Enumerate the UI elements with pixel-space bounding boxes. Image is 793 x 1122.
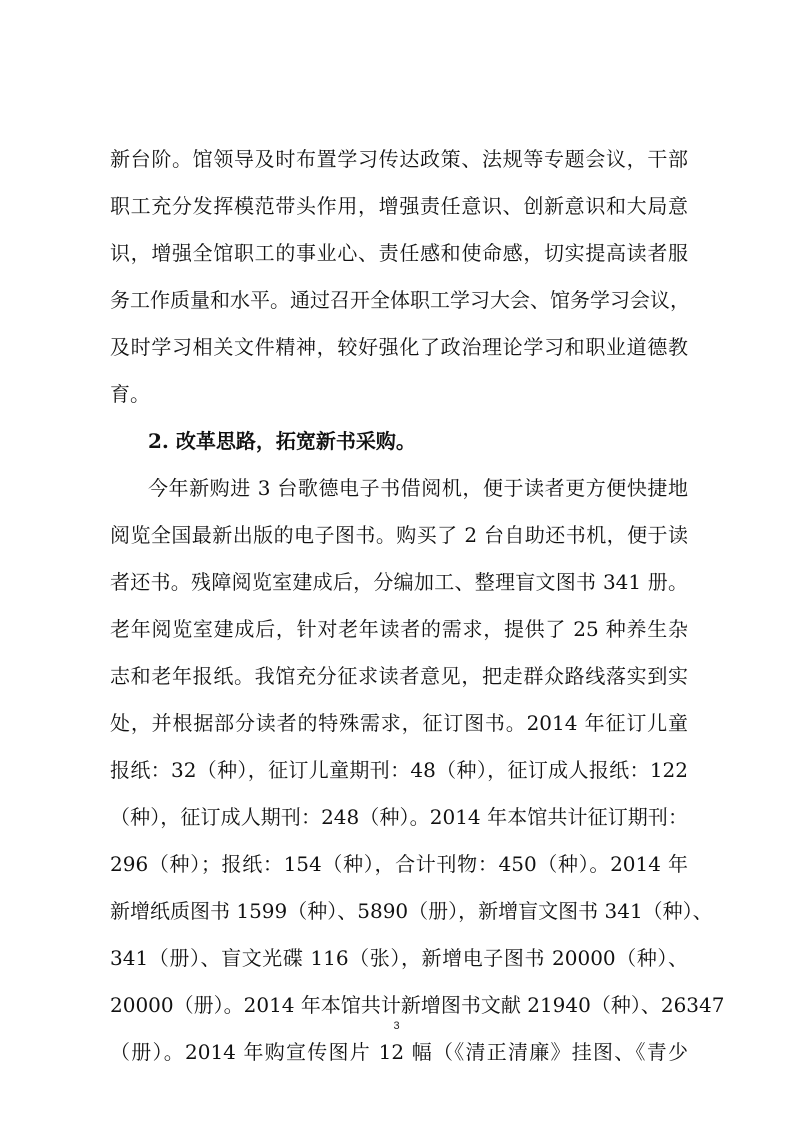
paragraph-line: 识，增强全馆职工的事业心、责任感和使命感，切实提高读者服	[110, 241, 688, 265]
paragraph-line: 新台阶。馆领导及时布置学习传达政策、法规等专题会议，干部	[110, 147, 688, 171]
page-number: 3	[393, 1020, 400, 1032]
paragraph-line: 职工充分发挥模范带头作用，增强责任意识、创新意识和大局意	[110, 194, 688, 218]
paragraph-line: 老年阅览室建成后，针对老年读者的需求，提供了 25 种养生杂	[110, 617, 688, 641]
paragraph-line: 20000（册）。2014 年本馆共计新增图书文献 21940（种）、26347	[110, 993, 725, 1017]
paragraph-line: 育。	[110, 382, 150, 406]
paragraph-line: 及时学习相关文件精神，较好强化了政治理论学习和职业道德教	[110, 335, 688, 359]
paragraph-line: 者还书。残障阅览室建成后，分编加工、整理盲文图书 341 册。	[110, 570, 688, 594]
paragraph-line: 报纸：32（种），征订儿童期刊：48（种），征订成人报纸：122	[110, 758, 688, 782]
paragraph-line: 阅览全国最新出版的电子图书。购买了 2 台自助还书机，便于读	[110, 523, 688, 547]
paragraph-line: 志和老年报纸。我馆充分征求读者意见，把走群众路线落实到实	[110, 664, 688, 688]
paragraph-line: 341（册）、盲文光碟 116（张），新增电子图书 20000（种）、	[110, 946, 688, 970]
paragraph-line: 处，并根据部分读者的特殊需求，征订图书。2014 年征订儿童	[110, 711, 688, 735]
paragraph-line: 今年新购进 3 台歌德电子书借阅机，便于读者更方便快捷地	[148, 476, 688, 500]
paragraph-line: 新增纸质图书 1599（种）、5890（册），新增盲文图书 341（种）、	[110, 899, 713, 923]
paragraph-line: （种），征订成人期刊：248（种）。2014 年本馆共计征订期刊：	[110, 805, 688, 829]
paragraph-line: 务工作质量和水平。通过召开全体职工学习大会、馆务学习会议，	[110, 288, 690, 312]
paragraph-line: 296（种）；报纸：154（种），合计刊物：450（种）。2014 年	[110, 852, 688, 876]
paragraph-line: （册）。2014 年购宣传图片 12 幅（《清正清廉》挂图、《青少	[110, 1040, 688, 1064]
section-heading: 2. 改革思路，拓宽新书采购。	[148, 429, 416, 453]
